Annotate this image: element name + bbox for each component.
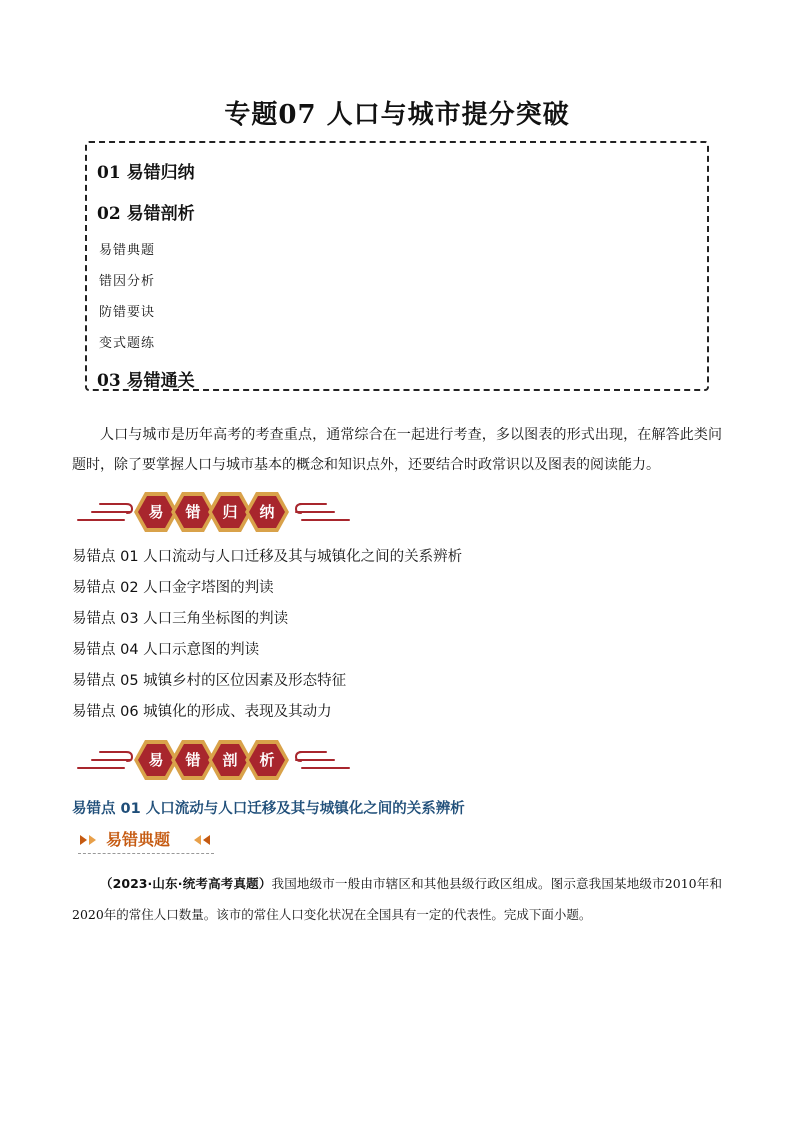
banner-left-deco [78,504,132,520]
toc-section-3: 03 易错通关 [97,371,195,391]
list-item: 易错点 02 人口金字塔图的判读 [72,580,274,596]
list-item: 易错点 03 人口三角坐标图的判读 [72,611,289,627]
subheading-label: 易错典题 [106,830,171,849]
banner-char: 错 [185,751,201,769]
toc-section-2: 02 易错剖析 [97,204,195,224]
banner-left-deco [78,752,132,768]
list-item: 易错点 06 城镇化的形成、表现及其动力 [72,704,332,720]
intro-paragraph: 人口与城市是历年高考的考查重点，通常综合在一起进行考查，多以图表的形式出现，在解答此类问题时，除了要掌握人口与城市基本的概念和知识点外，还要结合时政常识以及图表的阅读能力。 [72,427,722,473]
list-item: 易错点 01 人口流动与人口迁移及其与城镇化之间的关系辨析 [72,549,463,565]
arrow-right-icon [89,835,96,845]
banner-char: 纳 [259,503,275,521]
list-item: 易错点 04 人口示意图的判读 [72,642,260,658]
banner-char: 剖 [222,751,238,769]
banner-yicuo-guina [76,488,351,536]
question-text: 我国地级市一般由市辖区和其他县级行政区组成。图示意我国某地级市2010年和2020年的常住人口数量。该市的常住人口变化状况在全国具有一定的代表性。完成下面小题。 [72,876,722,922]
banner-char: 易 [148,751,164,769]
page-title: 专题07 人口与城市提分突破 [224,100,570,130]
error-point-list [72,542,462,728]
table-of-contents [85,141,709,391]
banner-char: 错 [185,503,201,521]
toc-subitem: 易错典题 [99,243,156,258]
toc-subitem: 变式题练 [99,336,156,351]
toc-subitem: 错因分析 [99,274,156,289]
banner-right-deco [296,752,349,768]
subheading-typical-question [78,826,218,856]
banner-char: 归 [222,503,238,521]
arrow-left-icon [203,835,210,845]
arrow-right-icon [80,835,87,845]
toc-section-1: 01 易错归纳 [97,163,195,183]
arrow-left-icon [194,835,201,845]
banner-yicuo-pouxi [76,736,351,784]
banner-char: 析 [259,751,275,769]
question-source: （2023·山东·统考高考真题） [100,876,272,891]
question-paragraph [72,868,722,930]
banner-char: 易 [148,503,164,521]
subheading-underline [78,853,214,854]
toc-subitem: 防错要诀 [99,305,156,320]
error-point-heading: 易错点 01 人口流动与人口迁移及其与城镇化之间的关系辨析 [72,801,465,817]
banner-right-deco [296,504,349,520]
list-item: 易错点 05 城镇乡村的区位因素及形态特征 [72,673,347,689]
